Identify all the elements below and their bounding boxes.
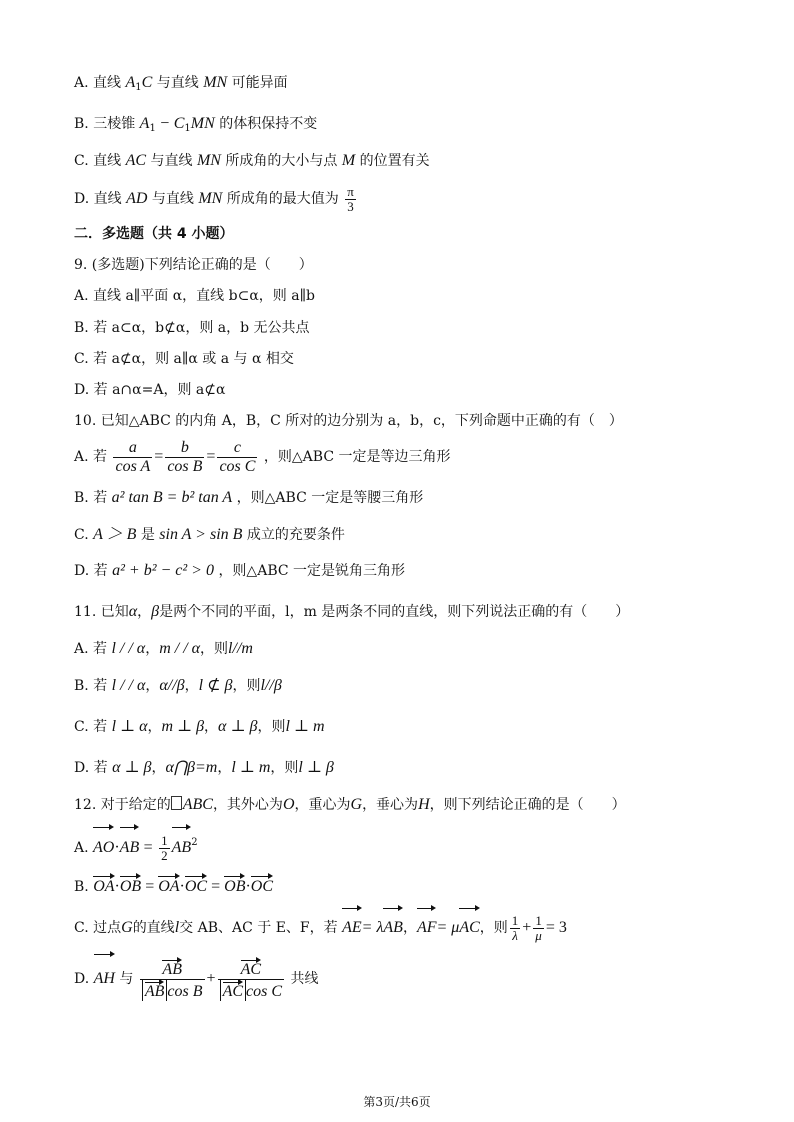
fraction-c-cosC: $\frac{c}{\text{cos C}}$ [219, 438, 256, 475]
q12-option-c: C. 过点G的直线l交 AB、AC 于 E、F，若 AE= λAB，AF= μAC，则 $\frac{1}{\lambda}$ + $\frac{1}{\mu}$ = 3 [74, 906, 754, 947]
q11-stem: 11. 已知α，β是两个不同的平面，l，m 是两条不同的直线，则下列说法正确的有（ ） [74, 603, 630, 620]
fraction-one-half: $\frac{1}{2}$ [161, 832, 168, 863]
q9-option-a: A. 直线 a∥平面 α，直线 b⊂α，则 a∥b [74, 288, 316, 304]
fraction-ab-over-abs-ab-cosB: $\frac{AB}{\text{AB cos B}}$ [140, 958, 205, 1001]
page-footer: 第3页/共6页 [363, 1095, 431, 1109]
q12-option-a: A. AO·AB = $\frac{1}{2}$ $AB^2$ [74, 823, 754, 868]
prev-option-a: A. 直线 $A_1C$ 与直线 MN 可能异面 [74, 74, 288, 93]
q12-option-d: D. AH 与 $\frac{AB}{\text{AB cos B}}$ + $\frac{AC}{\text{AC cos C}}$ 共线 [74, 952, 754, 1003]
fraction-ac-over-abs-ac-cosC: $\frac{AC}{\text{AC cos C}}$ [218, 958, 284, 1001]
q9-option-b: B. 若 a⊂α，b⊄α，则 a，b 无公共点 [74, 320, 310, 336]
q10-option-b: B. 若 a² tan B = b² tan A ，则△ABC 一定是等腰三角形 [74, 489, 424, 506]
fraction-a-cosA: $\frac{a}{\text{cos A}}$ [115, 438, 151, 475]
triangle-placeholder-icon [171, 796, 182, 810]
q10-option-c: C. A ＞ B 是 sin A > sin B 成立的充要条件 [74, 526, 345, 543]
q11-option-c: C. 若 l ⊥ α，m ⊥ β，α ⊥ β，则l ⊥ m [74, 718, 325, 735]
fraction-pi-over-3: $\frac{\pi}{3}$ [347, 183, 354, 214]
q12-stem: 12. 对于给定的 ABC，其外心为O，重心为G，垂心为H，则下列结论正确的是（ ） [74, 796, 626, 813]
q12-option-b: B. OA·OB = OA·OC = OB·OC [74, 874, 754, 897]
q11-option-b: B. 若 l / / α，α//β，l ⊄ β，则l//β [74, 677, 282, 694]
prev-option-b: B. 三棱锥 $A_1 - C_1MN$ 的体积保持不变 [74, 115, 318, 134]
q11-option-a: A. 若 l / / α，m / / α，则l//m [74, 640, 253, 657]
fraction-one-over-lambda: $\frac{1}{\lambda}$ [511, 912, 519, 943]
q9-option-c: C. 若 a⊄α，则 a∥α 或 a 与 α 相交 [74, 351, 294, 367]
q9-stem: 9. (多选题)下列结论正确的是（ ） [74, 257, 313, 273]
section-title: 二．多选题（共 4 小题） [74, 226, 234, 242]
q9-option-d: D. 若 a∩α=A，则 a⊄α [74, 382, 226, 398]
prev-option-d: D. 直线 AD 与直线 MN 所成角的最大值为 $\frac{\pi}{3}$ [74, 183, 354, 214]
q11-option-d: D. 若 α ⊥ β，α⋂β=m，l ⊥ m，则l ⊥ β [74, 759, 334, 776]
q10-option-d: D. 若 a² + b² − c² > 0 ，则△ABC 一定是锐角三角形 [74, 562, 406, 579]
fraction-one-over-mu: $\frac{1}{\mu}$ [535, 912, 542, 943]
q10-option-a: A. 若 $\frac{a}{\text{cos A}}$ = $\frac{b}{\text{cos B}}$ = $\frac{c}{\text{cos C}}$ ，则△ABC 一定是等边三角形 [74, 438, 451, 475]
prev-option-c: C. 直线 AC 与直线 MN 所成角的大小与点 M 的位置有关 [74, 152, 430, 169]
q10-stem: 10. 已知△ABC 的内角 A，B，C 所对的边分别为 a，b，c，下列命题中正确的有（ ） [74, 413, 623, 429]
fraction-b-cosB: $\frac{b}{\text{cos B}}$ [167, 438, 203, 475]
